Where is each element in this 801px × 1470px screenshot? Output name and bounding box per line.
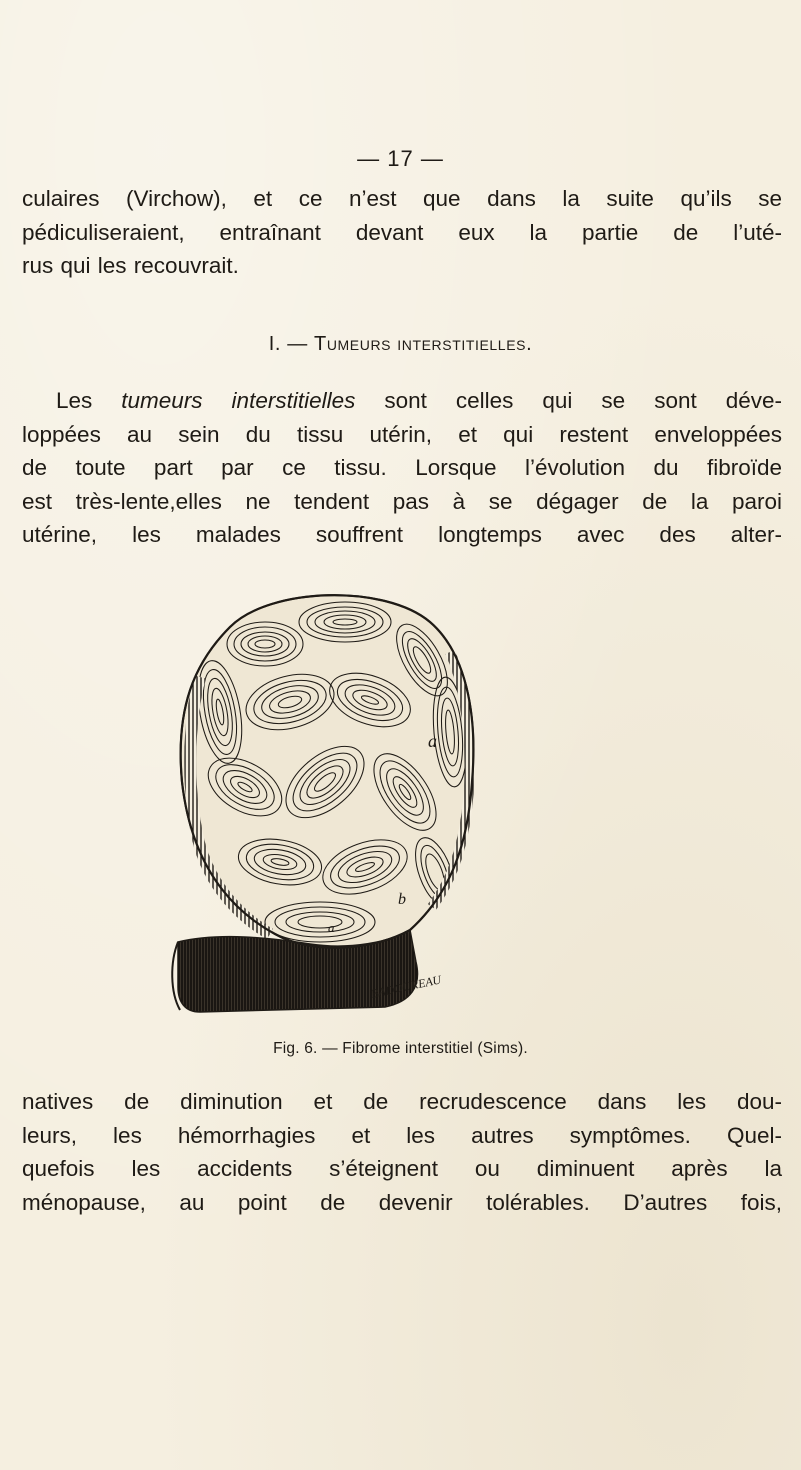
italic-term: tumeurs interstitielles — [121, 388, 356, 413]
paragraph-continuation — [22, 182, 782, 283]
text-line: loppées au sein du tissu utérin, et qui restent enveloppées — [22, 421, 782, 447]
engraver-signature: BADOUREAU — [369, 972, 443, 1001]
text-line: rus qui les recouvrait. — [22, 253, 239, 278]
text-line: de toute part par ce tissu. Lorsque l’évolution du fibroïde — [22, 455, 782, 480]
section-heading — [0, 333, 801, 356]
text-line: culaires (Virchow), et ce n’est que dans la suite qu’ils se — [22, 186, 782, 211]
fibroid-engraving — [160, 582, 490, 1032]
paragraph-continued — [22, 1085, 782, 1219]
text-line: utérine, les malades souffrent longtemps avec des alter- — [22, 522, 782, 547]
text-line: pédiculiseraient, entraînant devant eux la partie de l’uté- — [22, 219, 782, 245]
text-line: natives de diminution et de recrudescence dans les dou- — [22, 1089, 782, 1114]
page-number: — 17 — — [357, 146, 444, 171]
section-title: Tumeurs interstitielles. — [314, 333, 533, 355]
paragraph-interstitial — [22, 384, 782, 552]
figure-label-a-upper: a — [428, 731, 437, 751]
figure-label-a-lower: a — [328, 920, 335, 935]
figure-label-b: b — [398, 891, 406, 908]
fibroid-illustration — [160, 582, 490, 1032]
section-numeral: I. — — [268, 333, 308, 355]
text-line: quefois les accidents s’éteignent ou diminuent après la — [22, 1156, 782, 1181]
text-line: est très-lente,elles ne tendent pas à se dégager de la paroi — [22, 488, 782, 514]
text-line: leurs, les hémorrhagies et les autres symptômes. Quel- — [22, 1122, 782, 1148]
text-line: ménopause, au point de devenir tolérables. D’autres fois, — [22, 1189, 782, 1215]
figure-caption: Fig. 6. — Fibrome interstitiel (Sims). — [273, 1040, 528, 1057]
text-line: Les tumeurs interstitielles sont celles qui se sont déve- — [56, 388, 782, 413]
